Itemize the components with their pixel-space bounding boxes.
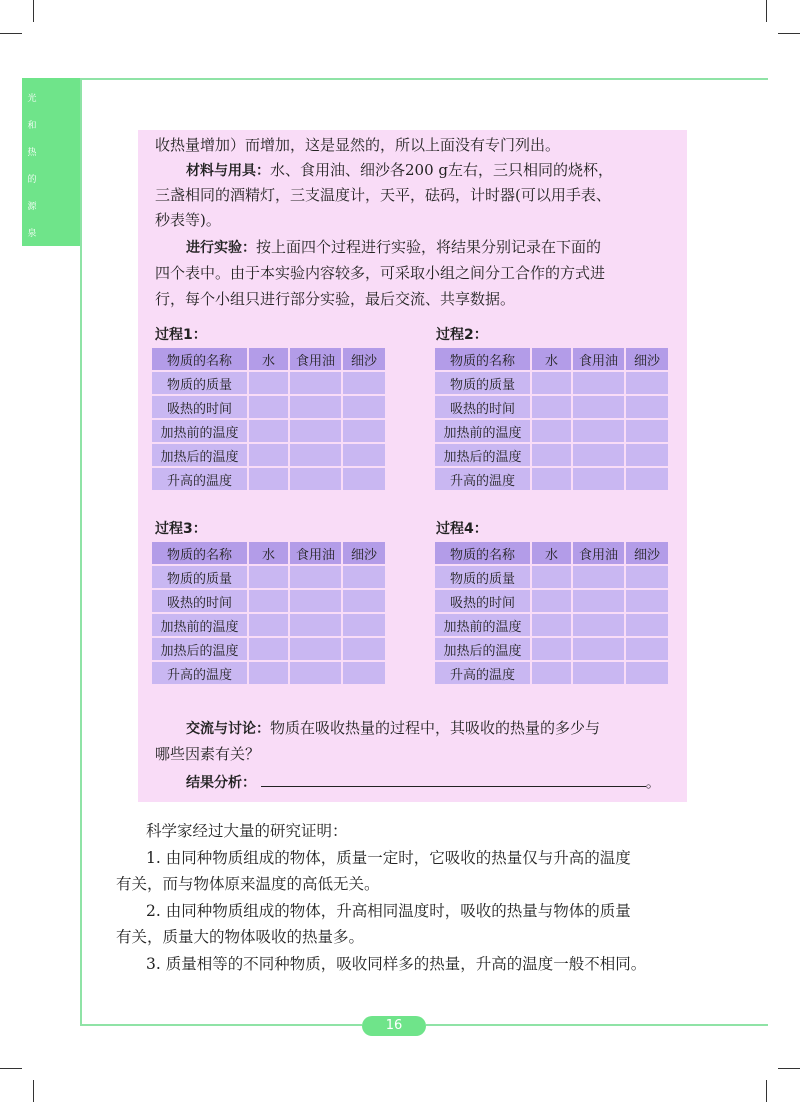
- chapter-char: 的: [27, 175, 37, 185]
- analysis-end: 。: [645, 773, 661, 791]
- process-2-title: 过程2：: [436, 327, 488, 343]
- discussion-label: 交流与讨论：: [186, 721, 270, 737]
- table-row: [435, 614, 668, 636]
- table-row: [152, 372, 385, 394]
- data-cell[interactable]: [573, 444, 624, 466]
- activity-box: [138, 130, 687, 802]
- header-cell: 食用油: [290, 542, 341, 564]
- data-cell[interactable]: [290, 468, 341, 490]
- data-cell[interactable]: [626, 662, 668, 684]
- table-row: [435, 662, 668, 684]
- bottom-rule-left: [80, 1024, 362, 1026]
- row-label: 加热前的温度: [435, 614, 530, 636]
- table-header-row: [435, 348, 668, 370]
- box-line: 四个表中。由于本实验内容较多，可采取小组之间分工合作的方式进: [155, 264, 606, 282]
- row-label: 物质的质量: [152, 566, 247, 588]
- data-cell[interactable]: [249, 372, 288, 394]
- row-label: 物质的质量: [435, 566, 530, 588]
- row-label: 加热前的温度: [152, 420, 247, 442]
- data-cell[interactable]: [532, 566, 571, 588]
- body-line: 有关，质量大的物体吸收的热量多。: [116, 928, 365, 946]
- data-cell[interactable]: [290, 420, 341, 442]
- table-row: [152, 566, 385, 588]
- table-row: [152, 444, 385, 466]
- box-line: 秒表等)。: [155, 211, 221, 229]
- data-cell[interactable]: [290, 566, 341, 588]
- header-cell: 物质的名称: [435, 542, 530, 564]
- row-label: 吸热的时间: [152, 590, 247, 612]
- table-row: [152, 638, 385, 660]
- experiment-text: 按上面四个过程进行实验，将结果分别记录在下面的: [256, 238, 602, 256]
- table-row: [435, 468, 668, 490]
- row-label: 升高的温度: [152, 662, 247, 684]
- data-cell[interactable]: [343, 396, 385, 418]
- crop-mark: [778, 1068, 800, 1069]
- table-header-row: [435, 542, 668, 564]
- data-cell[interactable]: [343, 420, 385, 442]
- header-cell: 水: [249, 348, 288, 370]
- data-cell[interactable]: [249, 638, 288, 660]
- row-label: 升高的温度: [435, 662, 530, 684]
- row-label: 加热后的温度: [152, 444, 247, 466]
- table-row: [152, 614, 385, 636]
- header-cell: 细沙: [343, 542, 385, 564]
- table-header-row: [152, 542, 385, 564]
- data-cell[interactable]: [532, 590, 571, 612]
- data-cell[interactable]: [343, 468, 385, 490]
- chapter-char: 光: [27, 94, 37, 104]
- box-line: 收热量增加）而增加，这是显然的，所以上面没有专门列出。: [155, 136, 561, 154]
- header-cell: 细沙: [343, 348, 385, 370]
- row-label: 加热后的温度: [152, 638, 247, 660]
- body-line: 科学家经过大量的研究证明：: [146, 822, 348, 840]
- data-cell[interactable]: [249, 614, 288, 636]
- data-cell[interactable]: [343, 566, 385, 588]
- left-rule: [80, 78, 82, 1026]
- table-row: [435, 566, 668, 588]
- data-cell[interactable]: [626, 590, 668, 612]
- data-cell[interactable]: [626, 638, 668, 660]
- row-label: 吸热的时间: [435, 396, 530, 418]
- header-cell: 食用油: [573, 348, 624, 370]
- data-cell[interactable]: [532, 396, 571, 418]
- page-number: 16: [362, 1016, 426, 1036]
- header-cell: 细沙: [626, 542, 668, 564]
- data-cell[interactable]: [573, 420, 624, 442]
- table-row: [435, 444, 668, 466]
- top-rule: [80, 78, 768, 80]
- analysis-label: 结果分析：: [186, 775, 256, 791]
- data-cell[interactable]: [249, 444, 288, 466]
- crop-mark: [0, 33, 22, 34]
- header-cell: 食用油: [290, 348, 341, 370]
- process-2-table: [433, 346, 670, 492]
- chapter-tab: [22, 78, 80, 246]
- data-cell[interactable]: [343, 614, 385, 636]
- data-cell[interactable]: [343, 590, 385, 612]
- process-1-table: [150, 346, 387, 492]
- crop-mark: [0, 1068, 22, 1069]
- chapter-char: 热: [27, 148, 37, 158]
- data-cell[interactable]: [532, 638, 571, 660]
- data-cell[interactable]: [290, 638, 341, 660]
- process-4-title: 过程4：: [436, 521, 488, 537]
- materials-text: 水、食用油、细沙各200 g左右，三只相同的烧杯，: [270, 161, 614, 179]
- table-header-row: [152, 348, 385, 370]
- data-cell[interactable]: [626, 420, 668, 442]
- table-row: [152, 396, 385, 418]
- row-label: 加热后的温度: [435, 638, 530, 660]
- row-label: 升高的温度: [435, 468, 530, 490]
- table-row: [152, 662, 385, 684]
- data-cell[interactable]: [532, 372, 571, 394]
- data-cell[interactable]: [249, 590, 288, 612]
- chapter-char: 泉: [27, 229, 37, 239]
- data-cell[interactable]: [626, 468, 668, 490]
- data-cell[interactable]: [249, 566, 288, 588]
- chapter-char: 源: [27, 202, 37, 212]
- data-cell[interactable]: [573, 372, 624, 394]
- table-row: [152, 420, 385, 442]
- materials-label: 材料与用具：: [186, 163, 270, 179]
- data-cell[interactable]: [626, 396, 668, 418]
- data-cell[interactable]: [532, 420, 571, 442]
- data-cell[interactable]: [249, 662, 288, 684]
- crop-mark: [33, 1080, 34, 1102]
- data-cell[interactable]: [573, 614, 624, 636]
- body-line: 1. 由同种物质组成的物体，质量一定时，它吸收的热量仅与升高的温度: [146, 849, 631, 867]
- row-label: 加热前的温度: [152, 614, 247, 636]
- experiment-label: 进行实验：: [186, 240, 256, 256]
- data-cell[interactable]: [626, 566, 668, 588]
- header-cell: 水: [532, 542, 571, 564]
- data-cell[interactable]: [573, 468, 624, 490]
- data-cell[interactable]: [249, 420, 288, 442]
- chapter-char: 和: [27, 121, 37, 131]
- data-cell[interactable]: [532, 662, 571, 684]
- header-cell: 食用油: [573, 542, 624, 564]
- row-label: 加热前的温度: [435, 420, 530, 442]
- analysis-answer-blank[interactable]: [261, 772, 646, 787]
- table-row: [152, 590, 385, 612]
- table-row: [435, 420, 668, 442]
- body-line: 有关，而与物体原来温度的高低无关。: [116, 875, 380, 893]
- table-row: [435, 590, 668, 612]
- data-cell[interactable]: [290, 372, 341, 394]
- data-cell[interactable]: [573, 566, 624, 588]
- data-cell[interactable]: [290, 662, 341, 684]
- table-row: [435, 396, 668, 418]
- header-cell: 物质的名称: [435, 348, 530, 370]
- table-row: [435, 372, 668, 394]
- row-label: 物质的质量: [435, 372, 530, 394]
- header-cell: 物质的名称: [152, 542, 247, 564]
- data-cell[interactable]: [573, 590, 624, 612]
- body-line: 2. 由同种物质组成的物体，升高相同温度时，吸收的热量与物体的质量: [146, 902, 631, 920]
- crop-mark: [766, 1080, 767, 1102]
- process-3-table: [150, 540, 387, 686]
- row-label: 加热后的温度: [435, 444, 530, 466]
- data-cell[interactable]: [626, 444, 668, 466]
- data-cell[interactable]: [290, 444, 341, 466]
- data-cell[interactable]: [343, 444, 385, 466]
- chapter-tab-text: [22, 86, 42, 248]
- box-line: 行，每个小组只进行部分实验，最后交流、共享数据。: [155, 290, 516, 308]
- bottom-rule-right: [426, 1024, 768, 1026]
- process-4-table: [433, 540, 670, 686]
- box-line: 哪些因素有关？: [155, 745, 261, 763]
- data-cell[interactable]: [573, 638, 624, 660]
- crop-mark: [778, 33, 800, 34]
- data-cell[interactable]: [343, 638, 385, 660]
- header-cell: 物质的名称: [152, 348, 247, 370]
- data-cell[interactable]: [249, 396, 288, 418]
- row-label: 升高的温度: [152, 468, 247, 490]
- table-row: [152, 468, 385, 490]
- crop-mark: [766, 0, 767, 22]
- table-row: [435, 638, 668, 660]
- data-cell[interactable]: [626, 614, 668, 636]
- body-line: 3. 质量相等的不同种物质，吸收同样多的热量，升高的温度一般不相同。: [146, 955, 647, 973]
- header-cell: 水: [532, 348, 571, 370]
- materials-paragraph: [186, 158, 613, 183]
- discussion-paragraph: [186, 716, 600, 741]
- header-cell: 水: [249, 542, 288, 564]
- row-label: 吸热的时间: [152, 396, 247, 418]
- data-cell[interactable]: [573, 662, 624, 684]
- box-line: 三盏相同的酒精灯，三支温度计，天平，砝码，计时器(可以用手表、: [155, 186, 611, 204]
- data-cell[interactable]: [343, 372, 385, 394]
- data-cell[interactable]: [343, 662, 385, 684]
- experiment-paragraph: [186, 235, 601, 260]
- discussion-text: 物质在吸收热量的过程中，其吸收的热量的多少与: [270, 719, 601, 737]
- data-cell[interactable]: [290, 614, 341, 636]
- data-cell[interactable]: [573, 396, 624, 418]
- analysis-line: [186, 770, 661, 795]
- data-cell[interactable]: [532, 468, 571, 490]
- data-cell[interactable]: [626, 372, 668, 394]
- data-cell[interactable]: [290, 396, 341, 418]
- process-1-title: 过程1：: [155, 327, 207, 343]
- data-cell[interactable]: [532, 614, 571, 636]
- data-cell[interactable]: [249, 468, 288, 490]
- row-label: 吸热的时间: [435, 590, 530, 612]
- data-cell[interactable]: [290, 590, 341, 612]
- crop-mark: [33, 0, 34, 22]
- data-cell[interactable]: [532, 444, 571, 466]
- process-3-title: 过程3：: [155, 521, 207, 537]
- header-cell: 细沙: [626, 348, 668, 370]
- row-label: 物质的质量: [152, 372, 247, 394]
